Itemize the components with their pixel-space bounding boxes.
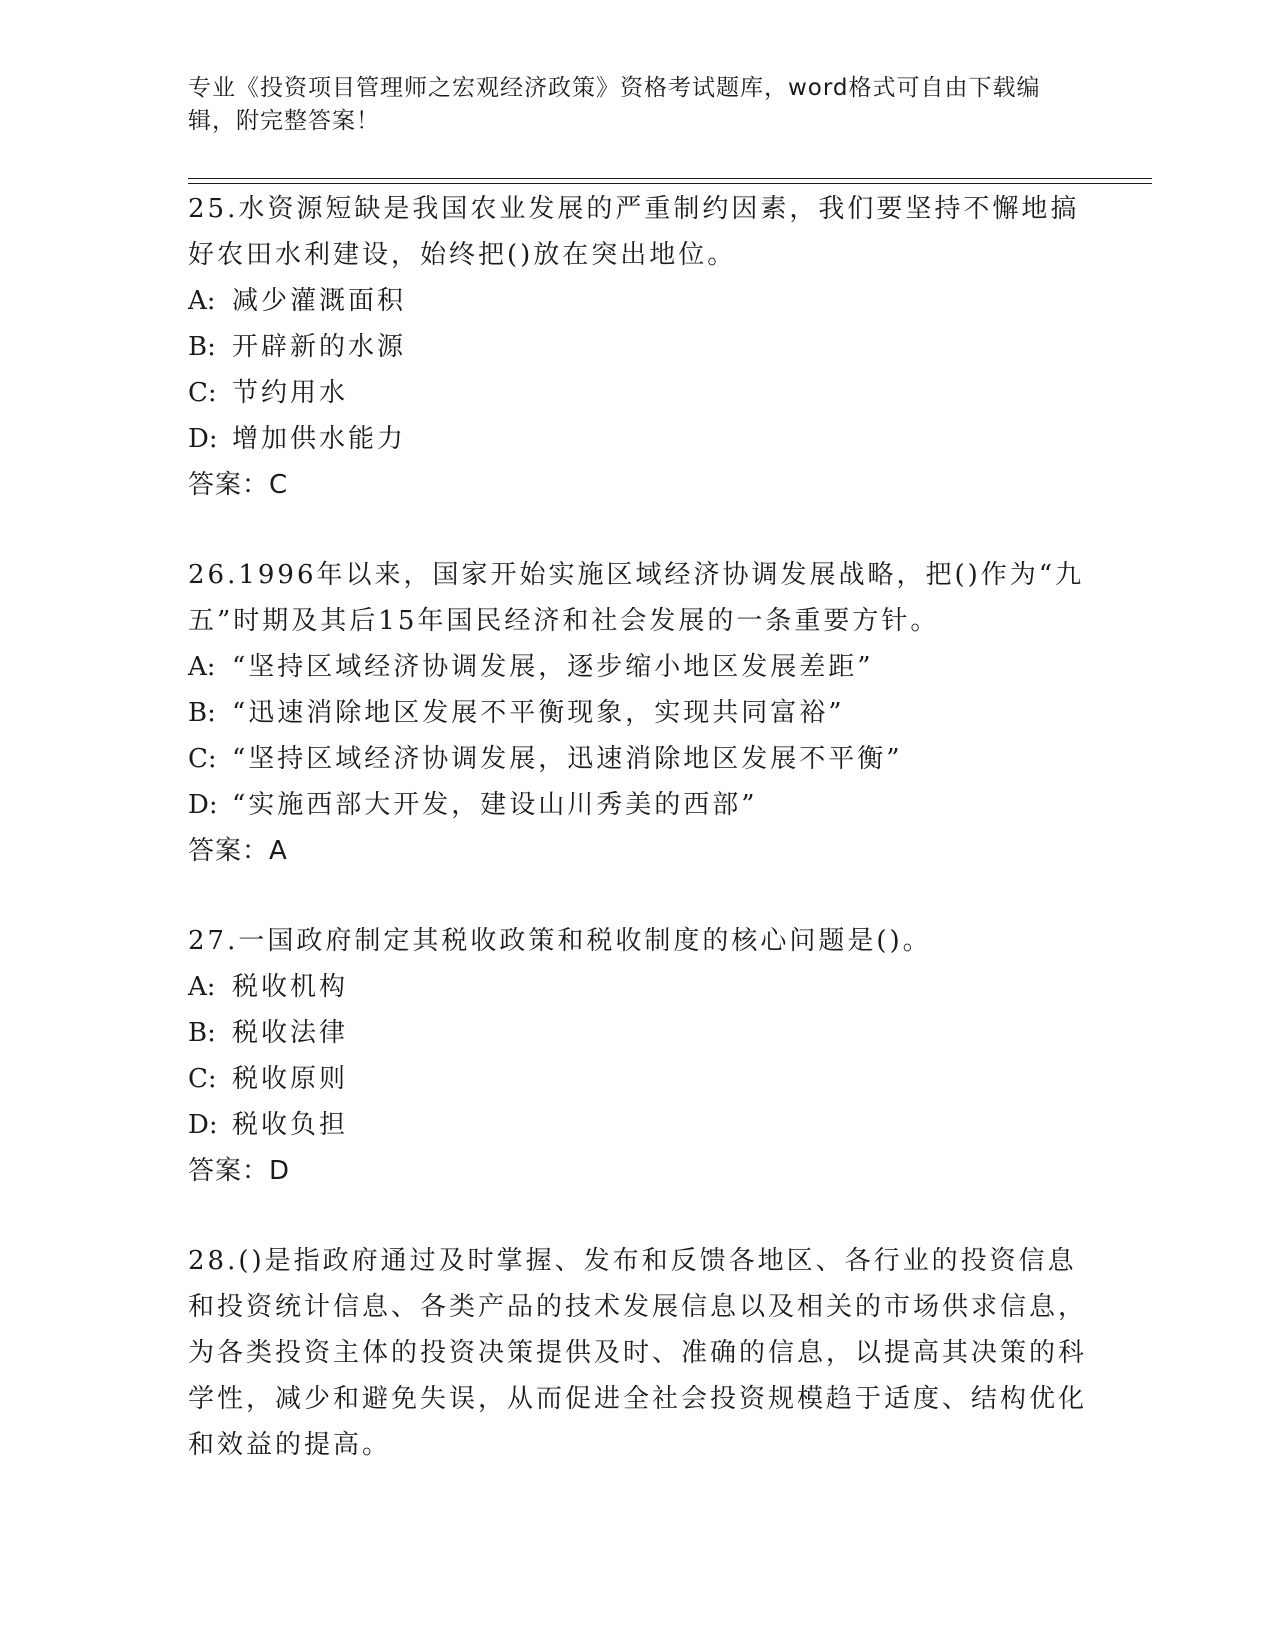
option-c [188,370,1088,416]
option-key: D: [188,424,218,454]
option-b [188,690,1088,736]
option-text: 减少灌溉面积 [232,286,407,316]
header-divider-top [188,178,1152,179]
option-key: B: [188,698,216,728]
option-a [188,644,1088,690]
option-text: 开辟新的水源 [232,332,407,362]
option-key: D: [188,1110,218,1140]
option-text: 税收机构 [232,972,349,1002]
answer-line: 答案：A [188,836,288,866]
question-28 [188,1238,1088,1468]
option-d [188,782,1088,828]
option-key: D: [188,790,218,820]
option-key: B: [188,1018,216,1048]
option-key: A: [188,286,216,316]
option-key: B: [188,332,216,362]
option-text: 税收负担 [232,1110,349,1140]
option-b [188,324,1088,370]
answer-line: 答案：C [188,470,289,500]
option-text: 税收法律 [232,1018,349,1048]
answer-line: 答案：D [188,1156,291,1186]
question-25 [188,186,1088,508]
question-stem: 27.一国政府制定其税收政策和税收制度的核心问题是()。 [188,926,932,956]
header-divider-bottom [188,183,1152,184]
option-text: 增加供水能力 [232,424,407,454]
question-stem: 28.()是指政府通过及时掌握、发布和反馈各地区、各行业的投资信息和投资统计信息、各类产品的技术发展信息以及相关的市场供求信息，为各类投资主体的投资决策提供及时、准确的信息，以提高其决策的科学性，减少和避免失误，从而促进全社会投资规模趋于适度、结构优化和效益的提高。 [188,1246,1088,1460]
option-c [188,736,1088,782]
option-c [188,1056,1088,1102]
option-key: C: [188,378,217,408]
option-key: C: [188,1064,217,1094]
option-text: “迅速消除地区发展不平衡现象，实现共同富裕” [232,698,845,728]
question-stem: 25.水资源短缺是我国农业发展的严重制约因素，我们要坚持不懈地搞好农田水利建设，始终把()放在突出地位。 [188,194,1080,270]
option-text: “坚持区域经济协调发展，迅速消除地区发展不平衡” [232,744,903,774]
option-d [188,416,1088,462]
option-key: A: [188,972,216,1002]
option-text: “实施西部大开发，建设山川秀美的西部” [232,790,758,820]
document-header: 专业《投资项目管理师之宏观经济政策》资格考试题库，word格式可自由下载编辑，附完整答案！ [188,75,1041,134]
option-text: 税收原则 [232,1064,349,1094]
question-26 [188,552,1088,874]
option-b [188,1010,1088,1056]
option-a [188,964,1088,1010]
question-stem: 26.1996年以来，国家开始实施区域经济协调发展战略，把()作为“九五”时期及其后15年国民经济和社会发展的一条重要方针。 [188,560,1085,636]
option-a [188,278,1088,324]
option-key: C: [188,744,217,774]
question-27 [188,918,1088,1194]
option-text: 节约用水 [232,378,349,408]
option-text: “坚持区域经济协调发展，逐步缩小地区发展差距” [232,652,874,682]
question-list [188,186,1088,1512]
option-key: A: [188,652,216,682]
option-d [188,1102,1088,1148]
